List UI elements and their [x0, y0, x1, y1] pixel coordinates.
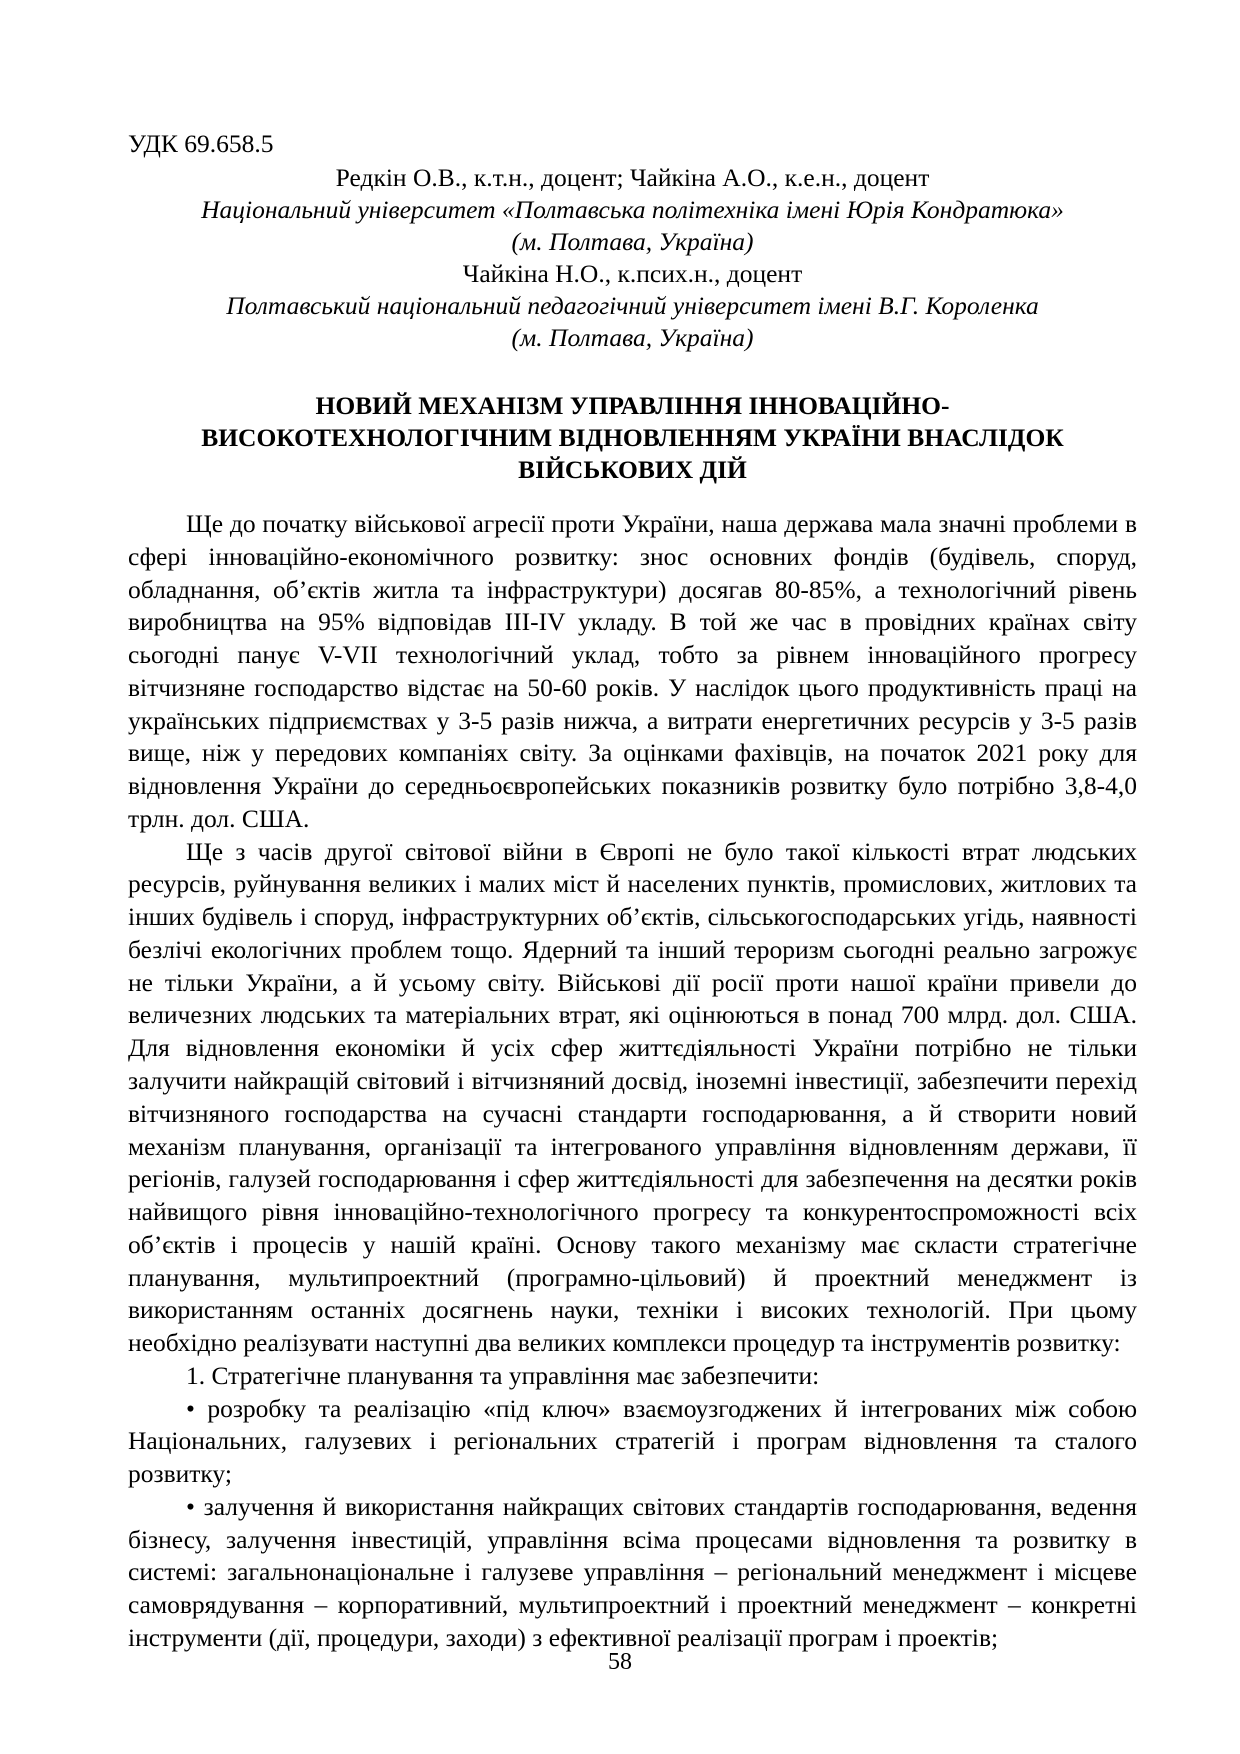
article-title-line-1: НОВИЙ МЕХАНІЗМ УПРАВЛІННЯ ІННОВАЦІЙНО-	[315, 390, 950, 420]
page-content	[128, 128, 1137, 1655]
authors-line-1: Редкін О.В., к.т.н., доцент; Чайкіна А.О., к.е.н., доцент	[335, 162, 930, 192]
article-title	[128, 390, 1137, 486]
bullet-item-1: • розробку та реалізацію «під ключ» взаємоузгоджених й інтегрованих між собою Національних, галузевих і регіональних стратегій і програм відновлення та сталого розвитку;	[128, 1393, 1137, 1489]
affiliation-1: Національний університет «Полтавська політехніка імені Юрія Кондратюка»	[201, 194, 1064, 224]
article-title-line-3: ВІЙСЬКОВИХ ДІЙ	[518, 454, 747, 484]
authors-line-2: Чайкіна Н.О., к.псих.н., доцент	[462, 258, 803, 288]
article-title-line-2: ВИСОКОТЕХНОЛОГІЧНИМ ВІДНОВЛЕННЯМ УКРАЇНИ ВНАСЛІДОК	[201, 422, 1064, 452]
page-number: 58	[608, 1649, 632, 1675]
affiliation-2: Полтавський національний педагогічний університет імені В.Г. Короленка	[226, 290, 1039, 320]
location-1: (м. Полтава, Україна)	[511, 226, 754, 256]
bullet-item-2: • залучення й використання найкращих світових стандартів господарювання, ведення бізнесу, залучення інвестицій, управління всіма процесами відновлення та розвитку в системі: загальнонаціональне і галузеве управління – регіональний менеджмент і місцеве самоврядування – корпоративний, мультипроектний і проектний менеджмент – конкретні інструменти (дії, процедури, заходи) з ефективної реалізації програм і проектів;	[128, 1491, 1137, 1653]
udk-code: УДК 69.658.5	[128, 129, 274, 158]
body-paragraph-2: Ще з часів другої світової війни в Європі не було такої кількості втрат людських ресурсів, руйнування великих і малих міст й населених пунктів, промислових, житлових та інших будівель і споруд, інфраструктурних об’єктів, сільськогосподарських угідь, наявності безлічі екологічних проблем тощо. Ядерний та інший тероризм сьогодні реально загрожує не тільки України, а й усьому світу. Військові дії росії проти нашої країни привели до величезних людських та матеріальних втрат, які оцінюються в понад 700 млрд. дол. США. Для відновлення економіки й усіх сфер життєдіяльності України потрібно не тільки залучити найкращій світовий і вітчизняний досвід, іноземні інвестиції, забезпечити перехід вітчизняного господарства на сучасні стандарти господарювання, а й створити новий механізм планування, організації та інтегрованого управління відновленням держави, її регіонів, галузей господарювання і сфер життєдіяльності для забезпечення на десятки років найвищого рівня інноваційно-технологічного прогресу та конкурентоспроможності всіх об’єктів і процесів у нашій країні. Основу такого механізму має скласти стратегічне планування, мультипроектний (програмно-цільовий) й проектний менеджмент із використанням останніх досягнень науки, техніки і високих технологій. При цьому необхідно реалізувати наступні два великих комплекси процедур та інструментів розвитку:	[128, 836, 1137, 1358]
location-2: (м. Полтава, Україна)	[511, 322, 754, 352]
body-paragraph-1: Ще до початку військової агресії проти України, наша держава мала значні проблеми в сфері інноваційно-економічного розвитку: знос основних фондів (будівель, споруд, обладнання, об’єктів житла та інфраструктури) досягав 80-85%, а технологічний рівень виробництва на 95% відповідав ІІІ-IV укладу. В той же час в провідних країнах світу сьогодні панує V-VII технологічний уклад, тобто за рівнем інноваційного прогресу вітчизняне господарство відстає на 50-60 років. У наслідок цього продуктивність праці на українських підприємствах у 3-5 разів нижча, а витрати енергетичних ресурсів у 3-5 разів вище, ніж у передових компаніях світу. За оцінками фахівців, на початок 2021 року для відновлення України до середньоєвропейських показників розвитку було потрібно 3,8-4,0 трлн. дол. США.	[128, 508, 1137, 833]
list-intro-1: 1. Стратегічне планування та управління має забезпечити:	[186, 1360, 820, 1390]
